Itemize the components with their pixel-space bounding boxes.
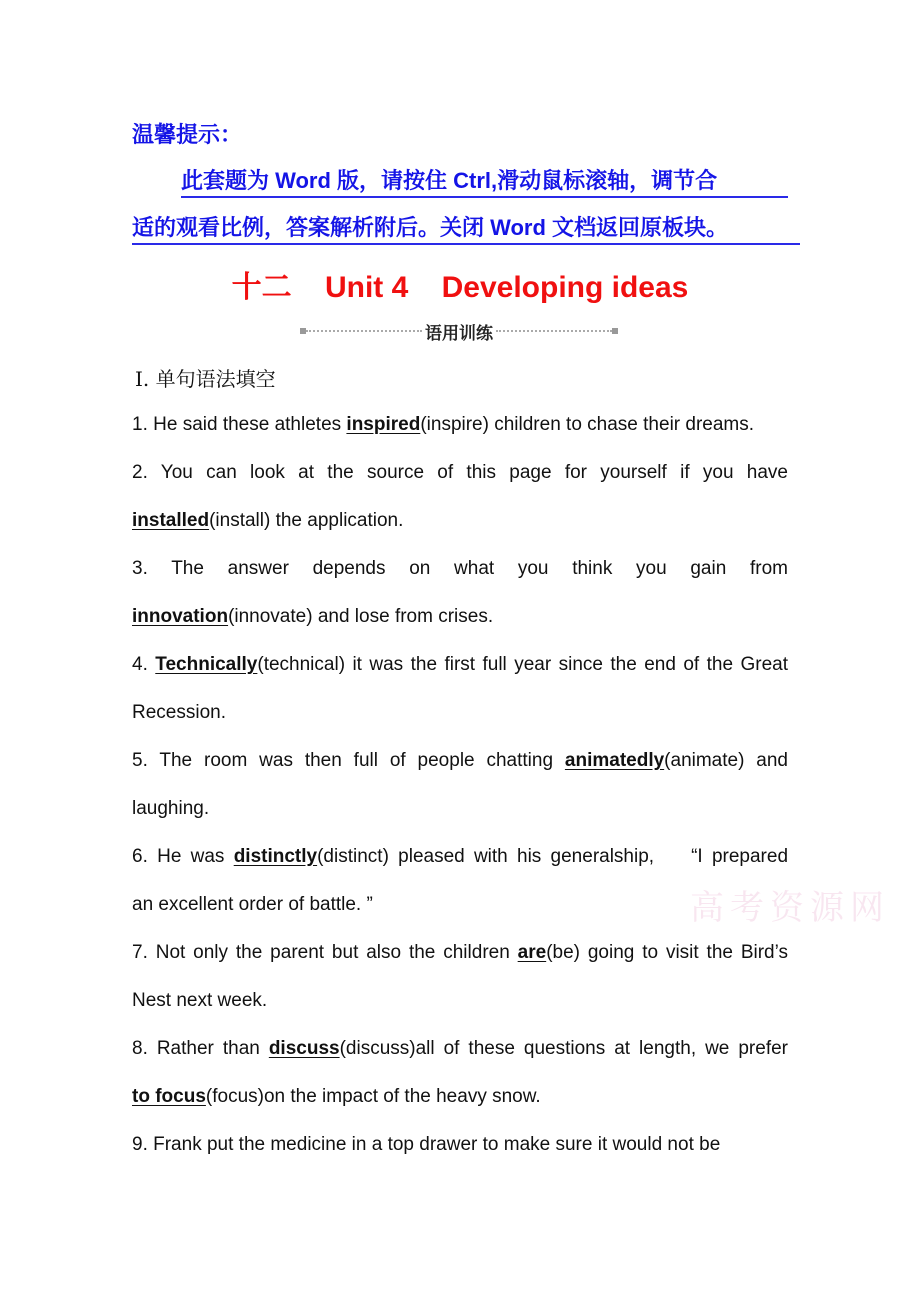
exercise-line	[132, 1032, 788, 1080]
exercise-text: 3. The answer depends on what you think you gain from	[132, 558, 788, 579]
answer: inspired	[346, 414, 421, 435]
answer: animatedly	[564, 750, 665, 771]
exercise-text: 5. The room was then full of people chatting	[132, 750, 565, 771]
divider-end-dot	[612, 328, 618, 334]
exercise-line	[132, 744, 788, 792]
exercise-text: 2. You can look at the source of this page for yourself if you have	[132, 462, 788, 483]
answer: distinctly	[233, 846, 318, 867]
exercise-text: laughing.	[132, 798, 210, 819]
tip-title: 温馨提示：	[132, 122, 243, 147]
exercise-line	[132, 504, 788, 552]
answer: installed	[132, 510, 210, 531]
exercise-line	[132, 984, 788, 1032]
exercise-text: (innovate) and lose from crises.	[228, 606, 494, 627]
exercise-text: 7. Not only the parent but also the children	[132, 942, 518, 963]
tip-line-2: 适的观看比例，答案解析附后。关闭 Word 文档返回原板块。	[132, 213, 800, 245]
exercise-line	[132, 1080, 788, 1128]
answer: Technically	[155, 654, 258, 675]
exercise-item	[132, 1128, 788, 1176]
answer: to focus	[132, 1086, 206, 1107]
divider-line	[306, 330, 422, 332]
section-heading: Ⅰ. 单句语法填空	[135, 367, 276, 391]
exercise-text: (discuss)all of these questions at length, we prefer	[339, 1038, 788, 1059]
exercise-text: Nest next week.	[132, 990, 268, 1011]
divider-label: 语用训练	[425, 323, 493, 343]
exercise-text: 4.	[132, 654, 156, 675]
exercise-item	[132, 936, 788, 1032]
exercise-line	[132, 456, 788, 504]
exercise-text: an excellent order of battle. ”	[132, 894, 373, 915]
exercise-item	[132, 744, 788, 840]
exercise-list	[132, 408, 788, 1176]
tip-line-1: 此套题为 Word 版，请按住 Ctrl,滑动鼠标滚轴，调节合	[181, 166, 788, 198]
exercise-line	[132, 1128, 788, 1176]
exercise-text: (animate) and	[664, 750, 788, 771]
exercise-line	[132, 600, 788, 648]
exercise-item	[132, 648, 788, 744]
page-title: 十二 Unit 4 Developing ideas	[231, 271, 689, 304]
exercise-text: 6. He was	[132, 846, 234, 867]
exercise-text: 9. Frank put the medicine in a top drawer to make sure it would not be	[132, 1134, 721, 1155]
section-divider	[300, 320, 618, 342]
exercise-text: 8. Rather than	[132, 1038, 269, 1059]
exercise-line	[132, 792, 788, 840]
exercise-text: (be) going to visit the Bird’s	[546, 942, 788, 963]
watermark: 高考资源网	[690, 888, 890, 928]
exercise-text: 1. He said these athletes	[132, 414, 347, 435]
exercise-item	[132, 552, 788, 648]
exercise-line	[132, 696, 788, 744]
exercise-text: (technical) it was the first full year since the end of the Great	[257, 654, 788, 675]
exercise-line	[132, 552, 788, 600]
exercise-item	[132, 456, 788, 552]
exercise-text: Recession.	[132, 702, 226, 723]
answer: discuss	[268, 1038, 340, 1059]
exercise-line	[132, 648, 788, 696]
exercise-text: (focus)on the impact of the heavy snow.	[205, 1086, 541, 1107]
exercise-item	[132, 1032, 788, 1128]
exercise-text: (install) the application.	[209, 510, 404, 531]
answer: are	[517, 942, 547, 963]
exercise-text: (inspire) children to chase their dreams.	[420, 414, 755, 435]
exercise-line	[132, 408, 788, 456]
answer: innovation	[132, 606, 229, 627]
exercise-text: (distinct) pleased with his generalship, “I prepared	[317, 846, 789, 867]
divider-line	[496, 330, 612, 332]
exercise-item	[132, 408, 788, 456]
exercise-line	[132, 936, 788, 984]
